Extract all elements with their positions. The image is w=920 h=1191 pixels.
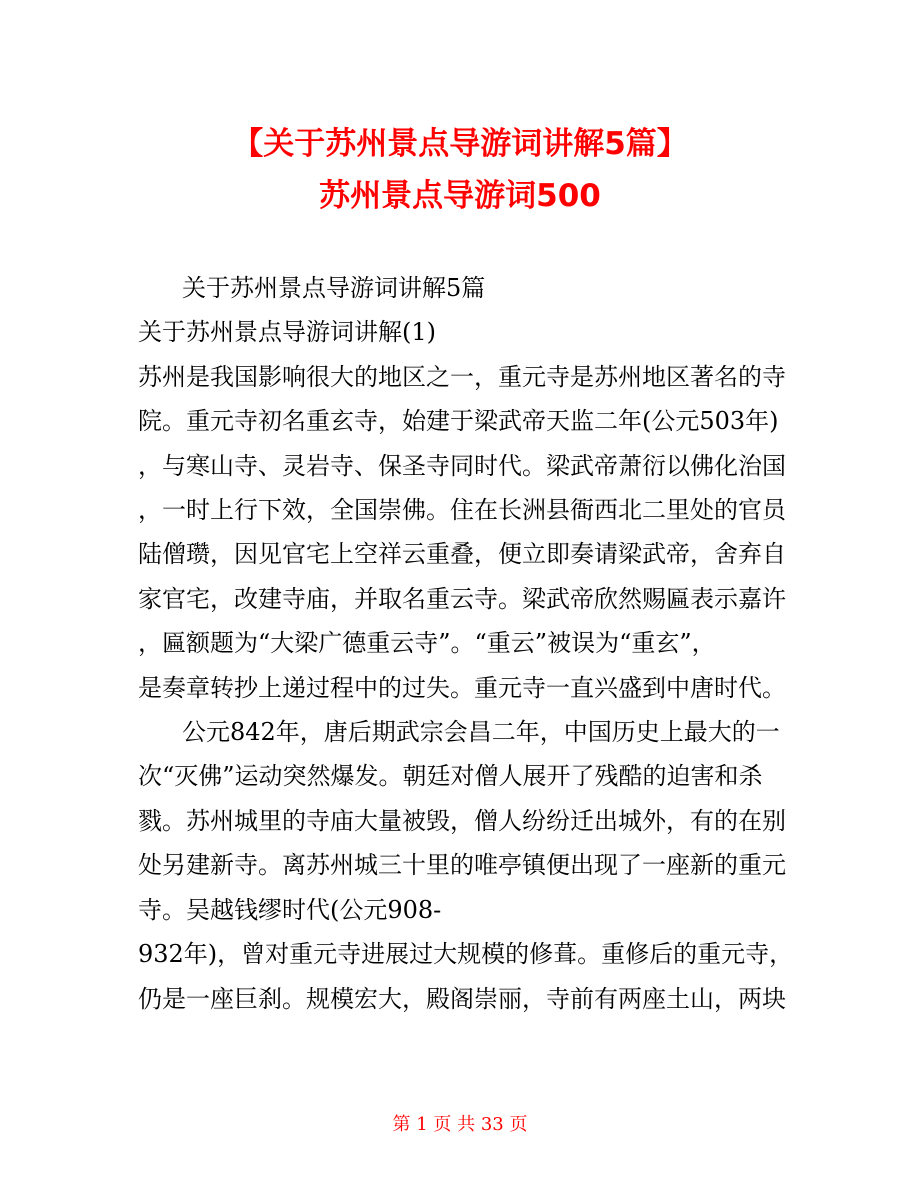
- body-line: 次“灭佛”运动突然爆发。朝廷对僧人展开了残酷的迫害和杀: [138, 762, 763, 791]
- document-title: [0, 118, 920, 222]
- document-body: [138, 266, 798, 1021]
- body-line: ，与寒山寺、灵岩寺、保圣寺同时代。梁武帝萧衍以佛化治国: [138, 451, 786, 480]
- body-line: 戮。苏州城里的寺庙大量被毁，僧人纷纷迁出城外，有的在别: [138, 806, 786, 835]
- body-line: 关于苏州景点导游词讲解5篇: [182, 274, 486, 302]
- body-line: 公元842年，唐后期武宗会昌二年，中国历史上最大的一: [182, 718, 780, 747]
- page-footer: 第 1 页 共 33 页: [392, 1114, 528, 1135]
- body-line: 家官宅，改建寺庙，并取名重云寺。梁武帝欣然赐匾表示嘉许: [138, 584, 786, 613]
- body-line: 苏州是我国影响很大的地区之一，重元寺是苏州地区著名的寺: [138, 362, 786, 391]
- title-line-2: 苏州景点导游词500: [319, 178, 601, 214]
- body-line: 仍是一座巨刹。规模宏大，殿阁崇丽，寺前有两座土山，两块: [138, 984, 786, 1013]
- title-line-1: 【关于苏州景点导游词讲解5篇】: [232, 126, 688, 162]
- body-line: 是奏章转抄上递过程中的过失。重元寺一直兴盛到中唐时代。: [138, 673, 786, 702]
- body-line: 关于苏州景点导游词讲解(1): [138, 318, 436, 347]
- body-line: ，一时上行下效，全国崇佛。住在长洲县衙西北二里处的官员: [138, 496, 786, 525]
- body-line: 陆僧瓒，因见官宅上空祥云重叠，便立即奏请梁武帝，舍弃自: [138, 540, 786, 569]
- body-line: 932年)，曾对重元寺进展过大规模的修葺。重修后的重元寺，: [138, 940, 794, 969]
- body-line: 院。重元寺初名重玄寺，始建于梁武帝天监二年(公元503年): [138, 407, 779, 436]
- body-line: 处另建新寺。离苏州城三十里的唯亭镇便出现了一座新的重元: [138, 851, 786, 880]
- body-line: ，匾额题为“大梁广德重云寺”。“重云”被误为“重玄”，: [138, 629, 716, 658]
- body-line: 寺。吴越钱缪时代(公元908-: [138, 895, 442, 924]
